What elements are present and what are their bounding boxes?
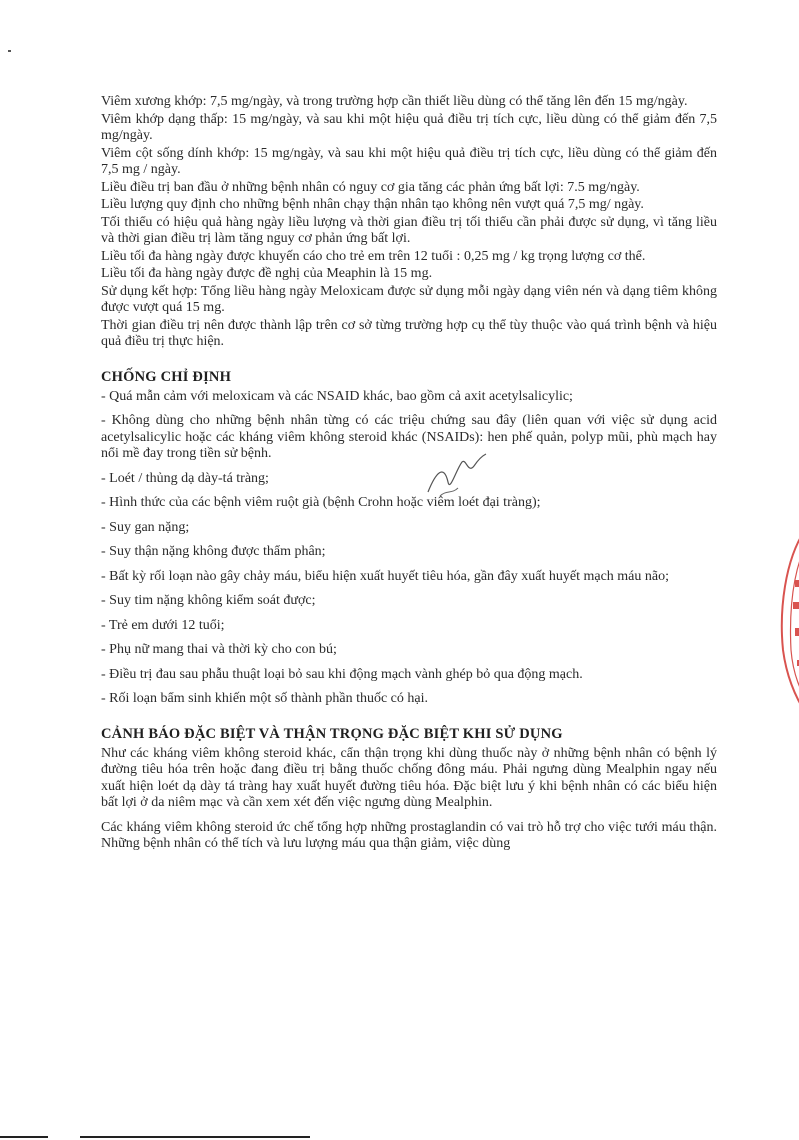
dosage-line: Liều lượng quy định cho những bệnh nhân chạy thận nhân tạo không nên vượt quá 7,5 mg/ ngày.: [101, 197, 644, 212]
warnings-heading: CẢNH BÁO ĐẶC BIỆT VÀ THẬN TRỌNG ĐẶC BIỆT KHI SỬ DỤNG: [101, 725, 563, 742]
page-edge-line: [80, 1136, 310, 1138]
red-stamp-fragment: [775, 520, 799, 720]
list-item: - Phụ nữ mang thai và thời kỳ cho con bú;: [101, 642, 337, 657]
list-item: - Suy thận nặng không được thẩm phân;: [101, 544, 326, 559]
contraindications-heading: CHỐNG CHỈ ĐỊNH: [101, 368, 232, 385]
dosage-line: Sử dụng kết hợp: Tổng liều hàng ngày Meloxicam được sử dụng mỗi ngày dạng viên nén và dạng tiêm không được vượt quá 15 mg.: [101, 283, 717, 315]
page-edge-line: [0, 1136, 48, 1138]
dosage-line: Liều điều trị ban đầu ở những bệnh nhân có nguy cơ gia tăng các phản ứng bất lợi: 7.5 mg/ngày.: [101, 179, 640, 195]
list-item: - Rối loạn bẩm sinh khiến một số thành phần thuốc có hại.: [101, 691, 429, 706]
list-item: - Loét / thủng dạ dày-tá tràng;: [101, 470, 269, 486]
signature-mark: [422, 452, 492, 512]
warnings-body: [101, 746, 717, 853]
paragraph: Các kháng viêm không steroid ức chế tổng hợp những prostaglandin có vai trò hỗ trợ cho việc tưới máu thận. Những bệnh nhân có thể tích và lưu lượng máu qua thận giảm, việc dùng: [101, 819, 717, 851]
dosage-section: [101, 94, 717, 351]
list-item: - Suy gan nặng;: [101, 519, 190, 535]
list-item: - Trẻ em dưới 12 tuổi;: [101, 617, 225, 633]
list-item: - Không dùng cho những bệnh nhân từng có các triệu chứng sau đây (liên quan với việc sử dụng acid acetylsalicylic hoặc các kháng viêm không steroid khác (NSAIDs): hen phế quản, polyp mũi, phù mạch hay nổi mề đay trong tiền sử bệnh.: [101, 413, 717, 461]
dosage-line: Thời gian điều trị nên được thành lập trên cơ sở từng trường hợp cụ thể tùy thuộc vào quá trình bệnh và hiệu quả điều trị thực hiện.: [101, 317, 717, 349]
contraindications-list: [101, 389, 717, 708]
list-item: - Điều trị đau sau phẫu thuật loại bỏ sau khi động mạch vành ghép bỏ qua động mạch.: [101, 666, 583, 682]
document-page: [101, 94, 717, 861]
dosage-line: Viêm khớp dạng thấp: 15 mg/ngày, và sau khi một hiệu quả điều trị tích cực, liều dùng có thể giảm đến 7,5 mg/ngày.: [101, 111, 717, 143]
paragraph: Như các kháng viêm không steroid khác, cẩn thận trọng khi dùng thuốc này ở những bệnh nhân có bệnh lý đường tiêu hóa trên hoặc đang điều trị bằng thuốc chống đông máu. Phải ngưng dùng Mealphin ngay nếu xuất hiện loét dạ dày tá tràng hay xuất huyết đường tiêu hóa. Đặc biệt lưu ý khi bệnh nhân có các biểu hiện bất lợi ở da niêm mạc và cần xem xét đến việc ngưng dùng Mealphin.: [101, 745, 717, 810]
dosage-line: Viêm cột sống dính khớp: 15 mg/ngày, và sau khi một hiệu quả điều trị tích cực, liều dùng có thể giảm đến 7,5 mg / ngày.: [101, 145, 717, 177]
dosage-line: Liều tối đa hàng ngày được khuyến cáo cho trẻ em trên 12 tuổi : 0,25 mg / kg trọng lượng cơ thể.: [101, 248, 646, 264]
list-item: - Quá mẫn cảm với meloxicam và các NSAID khác, bao gồm cả axit acetylsalicylic;: [101, 388, 573, 404]
dosage-line: Tối thiểu có hiệu quả hàng ngày liều lượng và thời gian điều trị tối thiểu cần phải được sử dụng, vì tăng liều và thời gian điều trị làm tăng nguy cơ phản ứng bất lợi.: [101, 214, 717, 246]
dosage-line: Liều tối đa hàng ngày được đề nghị của Meaphin là 15 mg.: [101, 266, 433, 281]
dosage-line: Viêm xương khớp: 7,5 mg/ngày, và trong trường hợp cần thiết liều dùng có thể tăng lên đến 15 mg/ngày.: [101, 94, 688, 109]
list-item: - Hình thức của các bệnh viêm ruột già (bệnh Crohn hoặc viêm loét đại tràng);: [101, 495, 541, 510]
list-item: - Bất kỳ rối loạn nào gây chảy máu, biểu hiện xuất huyết tiêu hóa, gần đây xuất huyết mạch máu não;: [101, 568, 669, 584]
list-item: - Suy tim nặng không kiểm soát được;: [101, 593, 316, 608]
scan-mark: [8, 50, 11, 52]
